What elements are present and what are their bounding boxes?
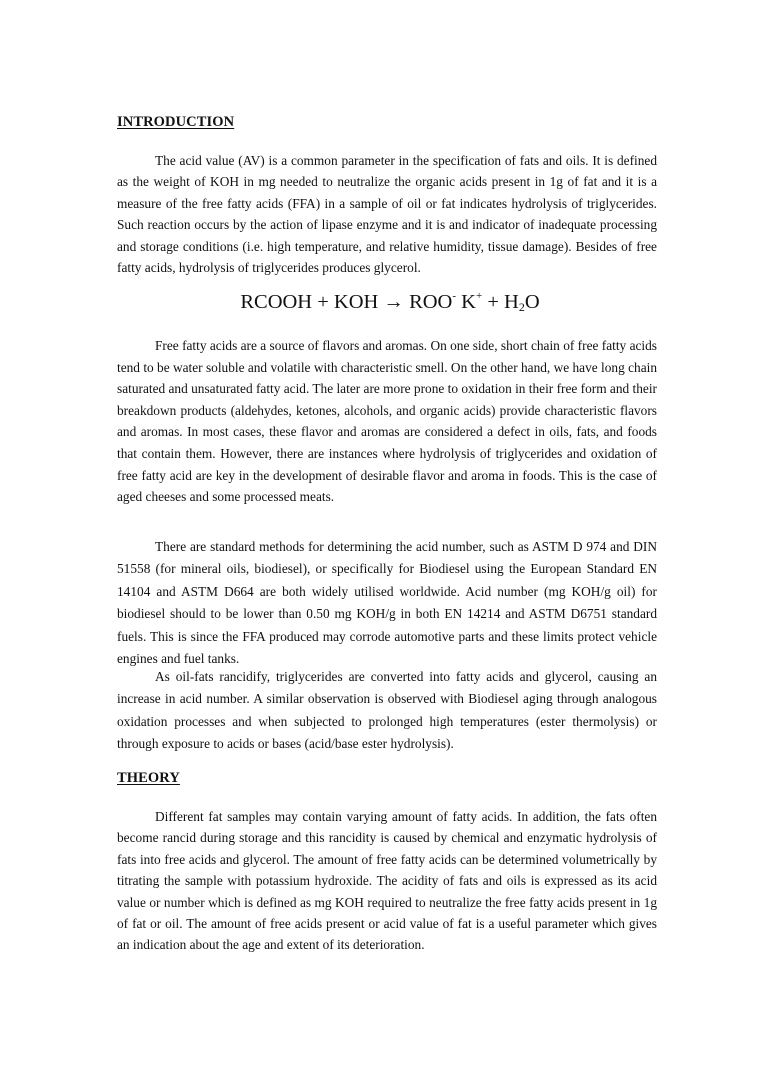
equation-anion-charge: -	[452, 290, 457, 302]
introduction-paragraph-3: There are standard methods for determining the acid number, such as ASTM D 974 and DIN 51558 (for mineral oils, biodiesel), or specifically for Biodiesel using the European Standard EN 14104 and ASTM D664 are both widely utilised worldwide. Acid number (mg KOH/g oil) for biodiesel should to be lower than 0.50 mg KOH/g in both EN 14214 and ASTM D6751 standard fuels. This is since the FFA produced may corrode automotive parts and these limits protect vehicle engines and fuel tanks.	[117, 539, 657, 667]
equation-water-prefix: + H	[482, 291, 519, 313]
introduction-paragraph-2: Free fatty acids are a source of flavors and aromas. On one side, short chain of free fatty acids tend to be water soluble and volatile with characteristic smell. On the other hand, we have long chain saturated and unsaturated fatty acid. The later are more prone to oxidation in their free form and their breakdown products (aldehydes, ketones, alcohols, and organic acids) provide characteristic flavors and aromas. In most cases, these flavor and aromas are considered a defect in oils, fats, and foods that contain them. However, there are instances where hydrolysis of triglycerides and oxidation of free fatty acid are key in the development of desirable flavor and aroma in foods. This is the case of aged cheeses and some processed meats.	[117, 338, 657, 505]
theory-heading: THEORY	[117, 770, 180, 786]
equation-cation-charge: +	[475, 290, 483, 302]
saponification-equation	[0, 291, 768, 314]
equation-cation: K	[456, 291, 476, 313]
equation-water-subscript: 2	[518, 300, 525, 314]
equation-reactants: RCOOH + KOH → ROO	[240, 291, 453, 313]
theory-paragraph-1: Different fat samples may contain varying amount of fatty acids. In addition, the fats often become rancid during storage and this rancidity is caused by chemical and enzymatic hydrolysis of fats into free acids and glycerol. The amount of free fatty acids can be determined volumetrically by titrating the sample with potassium hydroxide. The acidity of fats and oils is expressed as its acid value or number which is defined as mg KOH required to neutralize the free fatty acids present in 1g of fat or oil. The amount of free acids present or acid value of fat is a useful parameter which gives an indication about the age and extent of its deterioration.	[117, 809, 657, 953]
introduction-paragraph-4: As oil-fats rancidify, triglycerides are converted into fatty acids and glycerol, causing an increase in acid number. A similar observation is observed with Biodiesel aging through analogous oxidation processes and when subjected to prolonged high temperatures (ester thermolysis) or through exposure to acids or bases (acid/base ester hydrolysis).	[117, 669, 657, 751]
equation-water-suffix: O	[524, 291, 540, 313]
introduction-paragraph-1: The acid value (AV) is a common parameter in the specification of fats and oils. It is defined as the weight of KOH in mg needed to neutralize the organic acids present in 1g of fat and it is a measure of the free fatty acids (FFA) in a sample of oil or fat indicates hydrolysis of triglycerides. Such reaction occurs by the action of lipase enzyme and it is and indicator of inadequate processing and storage conditions (i.e. high temperature, and relative humidity, tissue damage). Besides of free fatty acids, hydrolysis of triglycerides produces glycerol.	[117, 153, 657, 276]
introduction-heading: INTRODUCTION	[117, 114, 235, 130]
